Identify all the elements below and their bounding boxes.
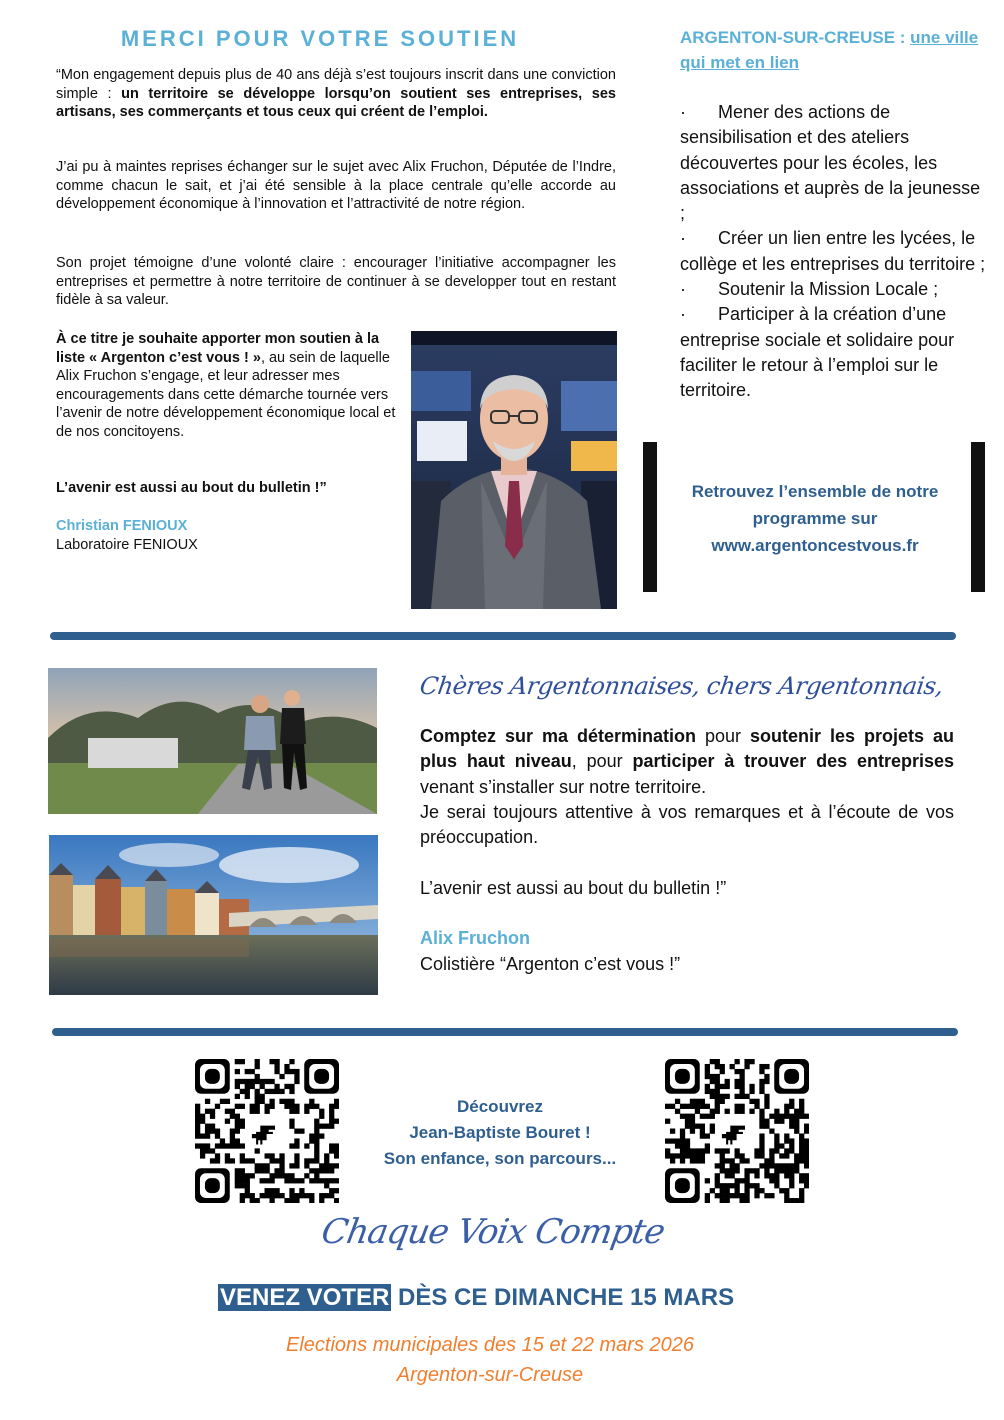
program-line-1: Retrouvez l’ensemble de notre	[691, 482, 939, 501]
article-p1-bold: un territoire se développe lorsqu’on soutient ses entreprises, ses artisans, ses commerçants et tous ceux qui créent de l’emploi.	[56, 85, 616, 120]
election-dates: Elections municipales des 15 et 22 mars 2026	[285, 1334, 694, 1356]
letter-signer-name: Alix Fruchon	[420, 928, 531, 948]
list-item	[680, 226, 990, 277]
article-paragraph-2: J’ai pu à maintes reprises échanger sur le sujet avec Alix Fruchon, Députée de l’Indre, comme chacun le sait, et j’ai été sensible à la place centrale qu’elle accorde au développement économique à l’innovation et l’attractivité de notre région.	[56, 159, 616, 212]
signer-name: Christian FENIOUX	[56, 518, 188, 534]
vote-banner	[218, 1284, 734, 1312]
qr-code-right[interactable]	[665, 1059, 809, 1203]
article-paragraph-1	[56, 66, 616, 122]
section-divider	[50, 632, 956, 640]
letter-text-1: pour	[696, 726, 750, 746]
town-river-photo	[49, 835, 378, 995]
article-paragraph-3: Son projet témoigne d’une volonté claire : encourager l’initiative accompagner les entreprises et permettre à notre territoire de continuer à se developper tout en restant fidèle à sa valeur.	[56, 255, 616, 308]
program-box-right-bar	[971, 442, 985, 592]
bullet-icon: ·	[680, 304, 686, 325]
election-town: Argenton-sur-Creuse	[396, 1364, 584, 1386]
letter-closing: L’avenir est aussi au bout du bulletin !”	[420, 878, 727, 898]
discover-line-1: Découvrez	[457, 1097, 543, 1116]
letter-paragraph-2: Je serai toujours attentive à vos remarques et à l’écoute de vos préoccupation.	[420, 801, 954, 848]
program-callout	[660, 478, 970, 559]
list-item-text: Créer un lien entre les lycées, le collège et les entreprises du territoire ;	[680, 228, 986, 274]
letter-bold-2: soutenir les projets au plus haut niveau	[420, 726, 954, 772]
discover-callout	[350, 1094, 650, 1172]
list-item	[680, 302, 990, 403]
letter-text-2: , pour	[571, 751, 633, 772]
election-info	[200, 1330, 780, 1390]
program-url-link[interactable]: www.argentoncestvous.fr	[711, 536, 919, 555]
list-item	[680, 277, 990, 302]
portrait-photo	[411, 331, 617, 609]
section-divider	[52, 1028, 958, 1036]
article-p1-text: “Mon engagement depuis plus de 40 ans déjà s’est toujours inscrit dans une conviction simple :	[56, 67, 616, 102]
actions-list	[680, 100, 990, 404]
letter-paragraph-1	[420, 724, 954, 800]
list-item-text: Soutenir la Mission Locale ;	[718, 279, 939, 300]
letter-bold-3: participer à trouver des entreprises	[632, 751, 954, 772]
right-title-part-1: ARGENTON-SUR-CREUSE :	[680, 28, 911, 47]
article-title: MERCI POUR VOTRE SOUTIEN	[120, 26, 520, 51]
right-title-part-2: une ville qui met en lien	[680, 28, 979, 72]
handwritten-slogan: Chaque Voix Compte	[318, 1212, 668, 1252]
list-item-text: Mener des actions de sensibilisation et des ateliers découvertes pour les écoles, les associations et auprès de la jeunesse ;	[680, 102, 981, 224]
article-paragraph-4	[56, 330, 396, 441]
letter-bold-1: Comptez sur ma détermination	[420, 726, 696, 746]
vote-highlight: VENEZ VOTER	[220, 1284, 390, 1311]
article-closing: L’avenir est aussi au bout du bulletin !”	[56, 480, 327, 496]
letter-signer-role: Colistière “Argenton c’est vous !”	[420, 954, 681, 974]
bullet-icon: ·	[680, 228, 686, 249]
discover-line-2: Jean-Baptiste Bouret !	[409, 1123, 591, 1142]
qr-code-left[interactable]	[195, 1059, 339, 1203]
right-column-title	[680, 25, 980, 75]
list-item-text: Participer à la création d’une entreprise sociale et solidaire pour faciliter le retour à l’emploi sur le territoire.	[680, 304, 955, 401]
bullet-icon: ·	[680, 279, 686, 300]
article-p4-bold: À ce titre je souhaite apporter mon soutien à la liste « Argenton c’est vous ! »	[56, 331, 380, 366]
signer-organization: Laboratoire FENIOUX	[56, 537, 198, 553]
runners-photo	[48, 668, 377, 814]
vote-date: DÈS CE DIMANCHE 15 MARS	[391, 1284, 735, 1311]
handwritten-greeting: Chères Argentonnaises, chers Argentonnais,	[418, 672, 945, 700]
program-box-left-bar	[643, 442, 657, 592]
letter-body	[420, 724, 954, 850]
bullet-icon: ·	[680, 102, 686, 122]
list-item	[680, 100, 990, 226]
article-p4-text: , au sein de laquelle Alix Fruchon s’engage, et leur adresser mes encouragements dans cette démarche tournée vers l’avenir de notre développement économique local et de nos concitoyens.	[56, 349, 396, 440]
discover-line-3: Son enfance, son parcours...	[383, 1149, 617, 1168]
program-line-2: programme sur	[752, 509, 878, 528]
letter-text-3: venant s’installer sur notre territoire.	[420, 776, 707, 797]
